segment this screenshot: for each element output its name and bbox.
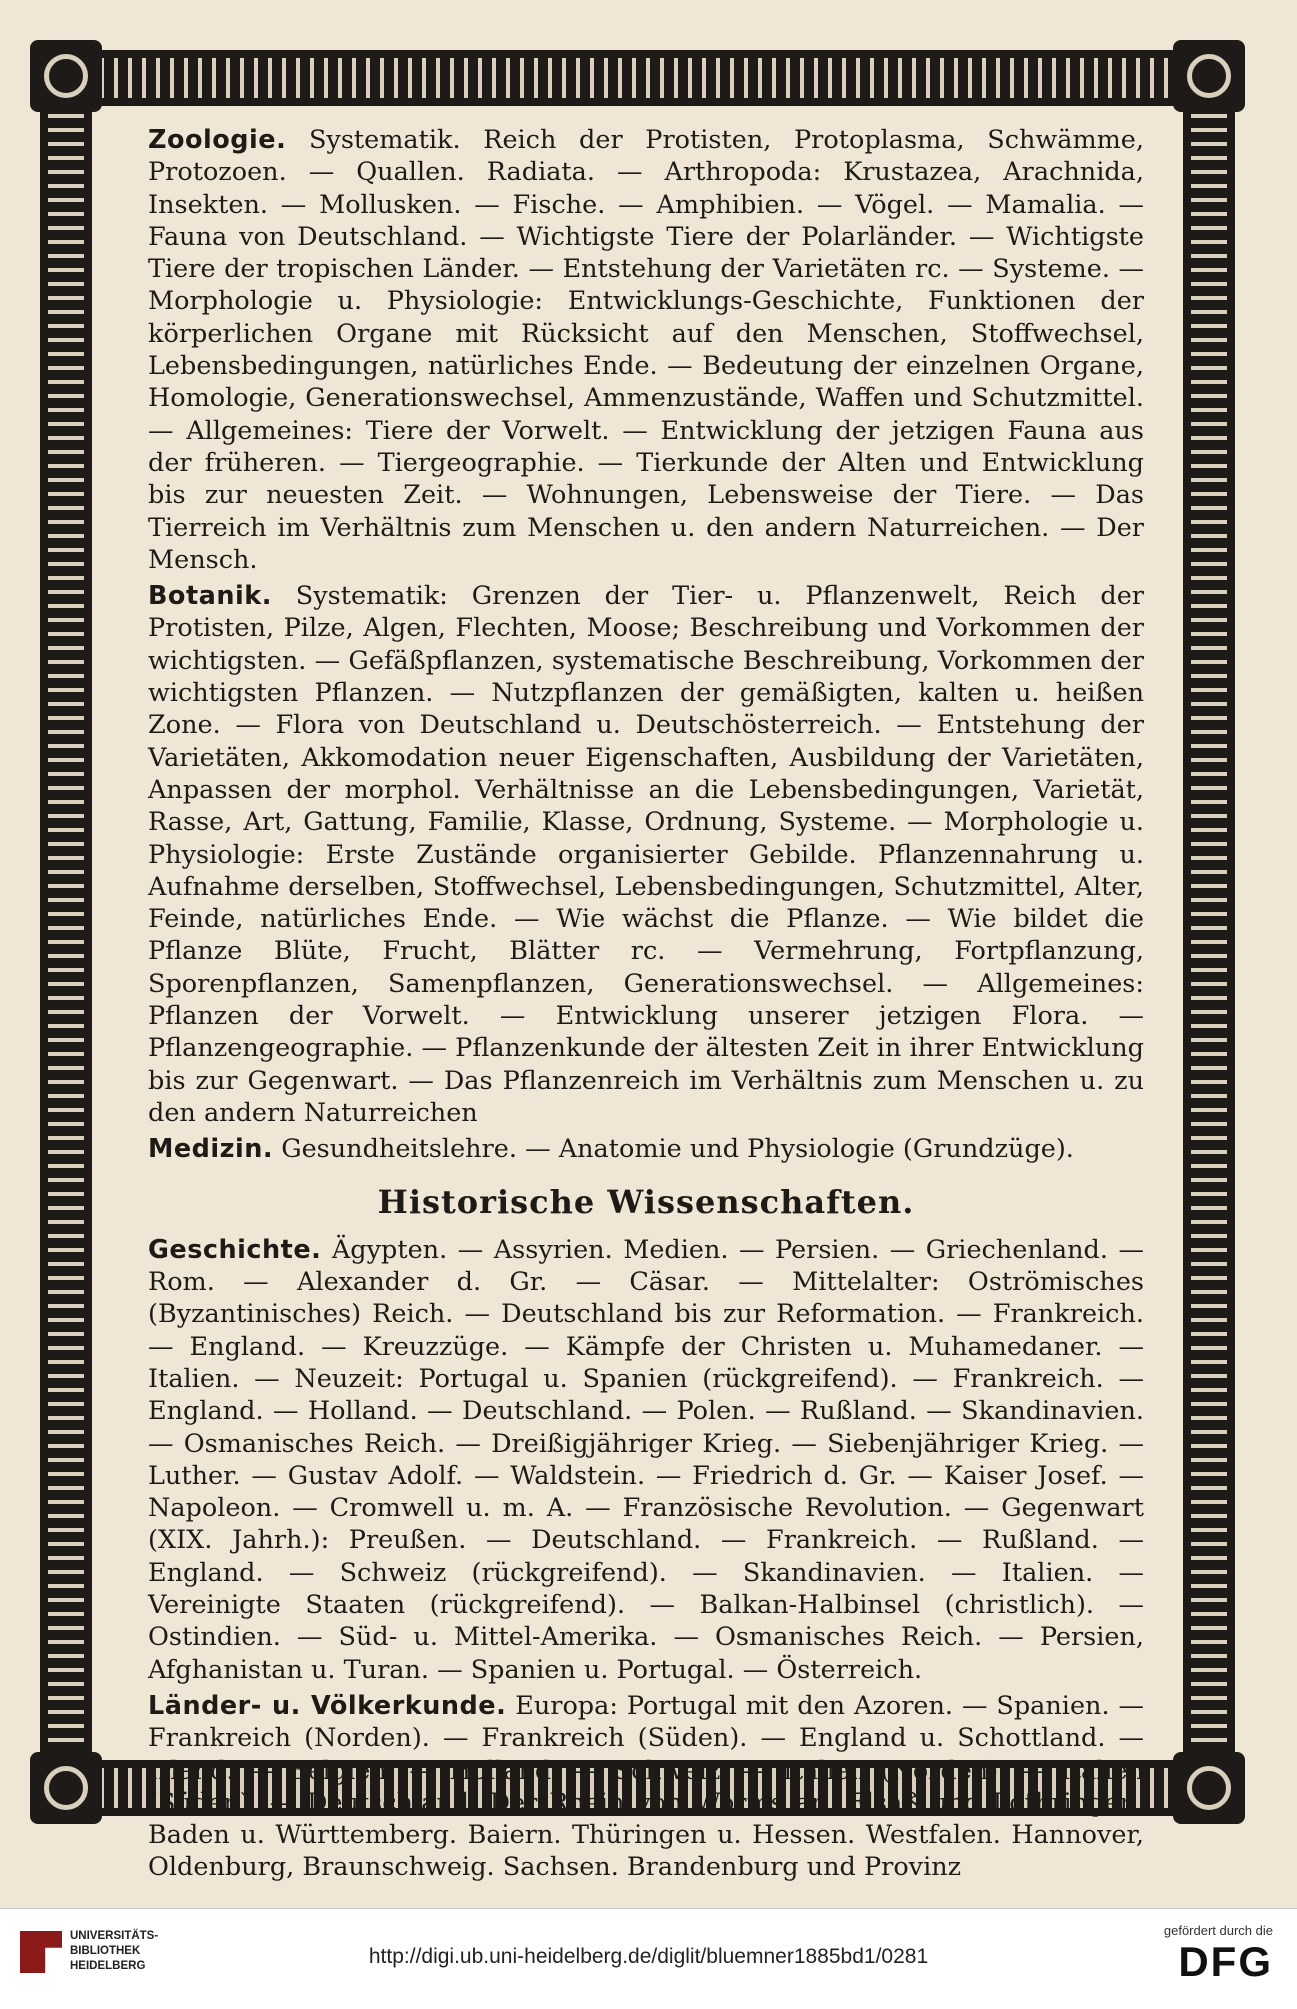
- corner-ornament: [30, 1752, 102, 1824]
- paragraph-laenderkunde: [148, 1690, 1144, 1884]
- page-text: [148, 124, 1144, 1888]
- paragraph-body: Ägypten. — Assyrien. Medien. — Persien. — Griechenland. — Rom. — Alexander d. Gr. — Cäsar. — Mittelalter: Oströmisches (Byzantinisches) Reich. — Deutschland bis zur Reformation. — Frankreich. — England. — Kreuzzüge. — Kämpfe der Christen u. Muhamedaner. — Italien. — Neuzeit: Portugal u. Spanien (rückgreifend). — Frankreich. — England. — Holland. — Deutschland. — Polen. — Rußland. — Skandinavien. — Osmanisches Reich. — Dreißigjähriger Krieg. — Siebenjähriger Krieg. — Luther. — Gustav Adolf. — Waldstein. — Friedrich d. Gr. — Kaiser Josef. — Napoleon. — Cromwell u. m. A. — Französische Revolution. — Gegenwart (XIX. Jahrh.): Preußen. — Deutschland. — Frankreich. — Rußland. — England. — Schweiz (rückgreifend). — Skandinavien. — Italien. — Vereinigte Staaten (rückgreifend). — Balkan-Halbinsel (christlich). — Ostindien. — Süd- u. Mittel-Amerika. — Osmanisches Reich. — Persien, Afghanistan u. Turan. — Spanien u. Portugal. — Österreich.: [148, 1234, 1144, 1685]
- paragraph-botanik: [148, 580, 1144, 1129]
- funded-by-label: gefördert durch die: [1163, 1923, 1273, 1938]
- dfg-wordmark: DFG: [1178, 1938, 1273, 1985]
- ornamental-border-left: [40, 50, 92, 1816]
- paragraph-body: Gesundheitslehre. — Anatomie und Physiologie (Grundzüge).: [281, 1134, 1074, 1165]
- paragraph-body: Systematik. Reich der Protisten, Protoplasma, Schwämme, Protozoen. — Quallen. Radiata. — Arthropoda: Krustazea, Arachnida, Insekten. — Mollusken. — Fische. — Amphibien. — Vögel. — Mamalia. — Fauna von Deutschland. — Wichtigste Tiere der Polarländer. — Wichtigste Tiere der tropischen Länder. — Entstehung der Varietäten rc. — Systeme. — Morphologie u. Physiologie: Entwicklungs-Geschichte, Funktionen der körperlichen Organe mit Rücksicht auf den Menschen, Stoffwechsel, Lebensbedingungen, natürliches Ende. — Bedeutung der einzelnen Organe, Homologie, Generationswechsel, Ammenzustände, Waffen und Schutzmittel. — Allgemeines: Tiere der Vorwelt. — Entwicklung der jetzigen Fauna aus der früheren. — Tiergeographie. — Tierkunde der Alten und Entwicklung bis zur neuesten Zeit. — Wohnungen, Lebensweise der Tiere. — Das Tierreich im Verhältnis zum Menschen u. den andern Naturreichen. — Der Mensch.: [148, 125, 1144, 575]
- logo-line: BIBLIOTHEK: [70, 1945, 141, 1957]
- viewer-footer: [0, 1908, 1297, 2009]
- permalink-url[interactable]: http://digi.ub.uni-heidelberg.de/diglit/bluemner1885bd1/0281: [368, 1945, 929, 1968]
- corner-ornament: [1173, 40, 1245, 112]
- paragraph-geschichte: [148, 1234, 1144, 1686]
- term-heading: Botanik.: [148, 581, 272, 612]
- dfg-logo[interactable]: [1133, 1923, 1273, 1986]
- logo-line: HEIDELBERG: [70, 1960, 146, 1972]
- paragraph-medizin: [148, 1133, 1144, 1165]
- term-heading: Länder- u. Völkerkunde.: [148, 1690, 507, 1721]
- term-heading: Zoologie.: [148, 125, 287, 155]
- paragraph-zoologie: [148, 124, 1144, 576]
- ornamental-border-top: [40, 50, 1235, 106]
- section-title: Historische Wissenschaften.: [377, 1182, 915, 1221]
- term-heading: Medizin.: [148, 1134, 274, 1165]
- corner-ornament: [1173, 1752, 1245, 1824]
- logo-line: UNIVERSITÄTS-: [70, 1930, 159, 1942]
- term-heading: Geschichte.: [148, 1234, 322, 1265]
- corner-ornament: [30, 40, 102, 112]
- paragraph-body: Systematik: Grenzen der Tier- u. Pflanzenwelt, Reich der Protisten, Pilze, Algen, Flechten, Moose; Beschreibung und Vorkommen der wichtigsten. — Gefäßpflanzen, systematische Beschreibung, Vorkommen der wichtigsten Pflanzen. — Nutzpflanzen der gemäßigten, kalten u. heißen Zone. — Flora von Deutschland u. Deutschösterreich. — Entstehung der Varietäten, Akkomodation neuer Eigenschaften, Ausbildung der Varietäten, Anpassen der morphol. Verhältnisse an die Lebensbedingungen, Varietät, Rasse, Art, Gattung, Familie, Klasse, Ordnung, Systeme. — Morphologie u. Physiologie: Erste Zustände organisierter Gebilde. Pflanzennahrung u. Aufnahme derselben, Stoffwechsel, Lebensbedingungen, Schutzmittel, Alter, Feinde, natürliches Ende. — Wie wächst die Pflanze. — Wie bildet die Pflanze Blüte, Frucht, Blätter rc. — Vermehrung, Fortpflanzung, Sporenpflanzen, Samenpflanzen, Generationswechsel. — Allgemeines: Pflanzen der Vorwelt. — Entwicklung unserer jetzigen Flora. — Pflanzengeographie. — Pflanzenkunde der ältesten Zeit in ihrer Entwicklung bis zur Gegenwart. — Das Pflanzenreich im Verhältnis zum Menschen u. zu den andern Naturreichen: [148, 581, 1144, 1128]
- ornamental-border-right: [1183, 50, 1235, 1816]
- paragraph-body: Europa: Portugal mit den Azoren. — Spanien. — Frankreich (Norden). — Frankreich (Süden). — England u. Schottland. — Irland. — Belgien. — Holland. — Schweiz. — Italien (Norden). — Italien (Süden). — Deutschland: Der Rhein von Worms an. Elsaß und Lothringen. Baden u. Württemberg. Baiern. Thüringen u. Hessen. Westfalen. Hannover, Oldenburg, Braunschweig. Sachsen. Brandenburg und Provinz: [148, 1690, 1144, 1883]
